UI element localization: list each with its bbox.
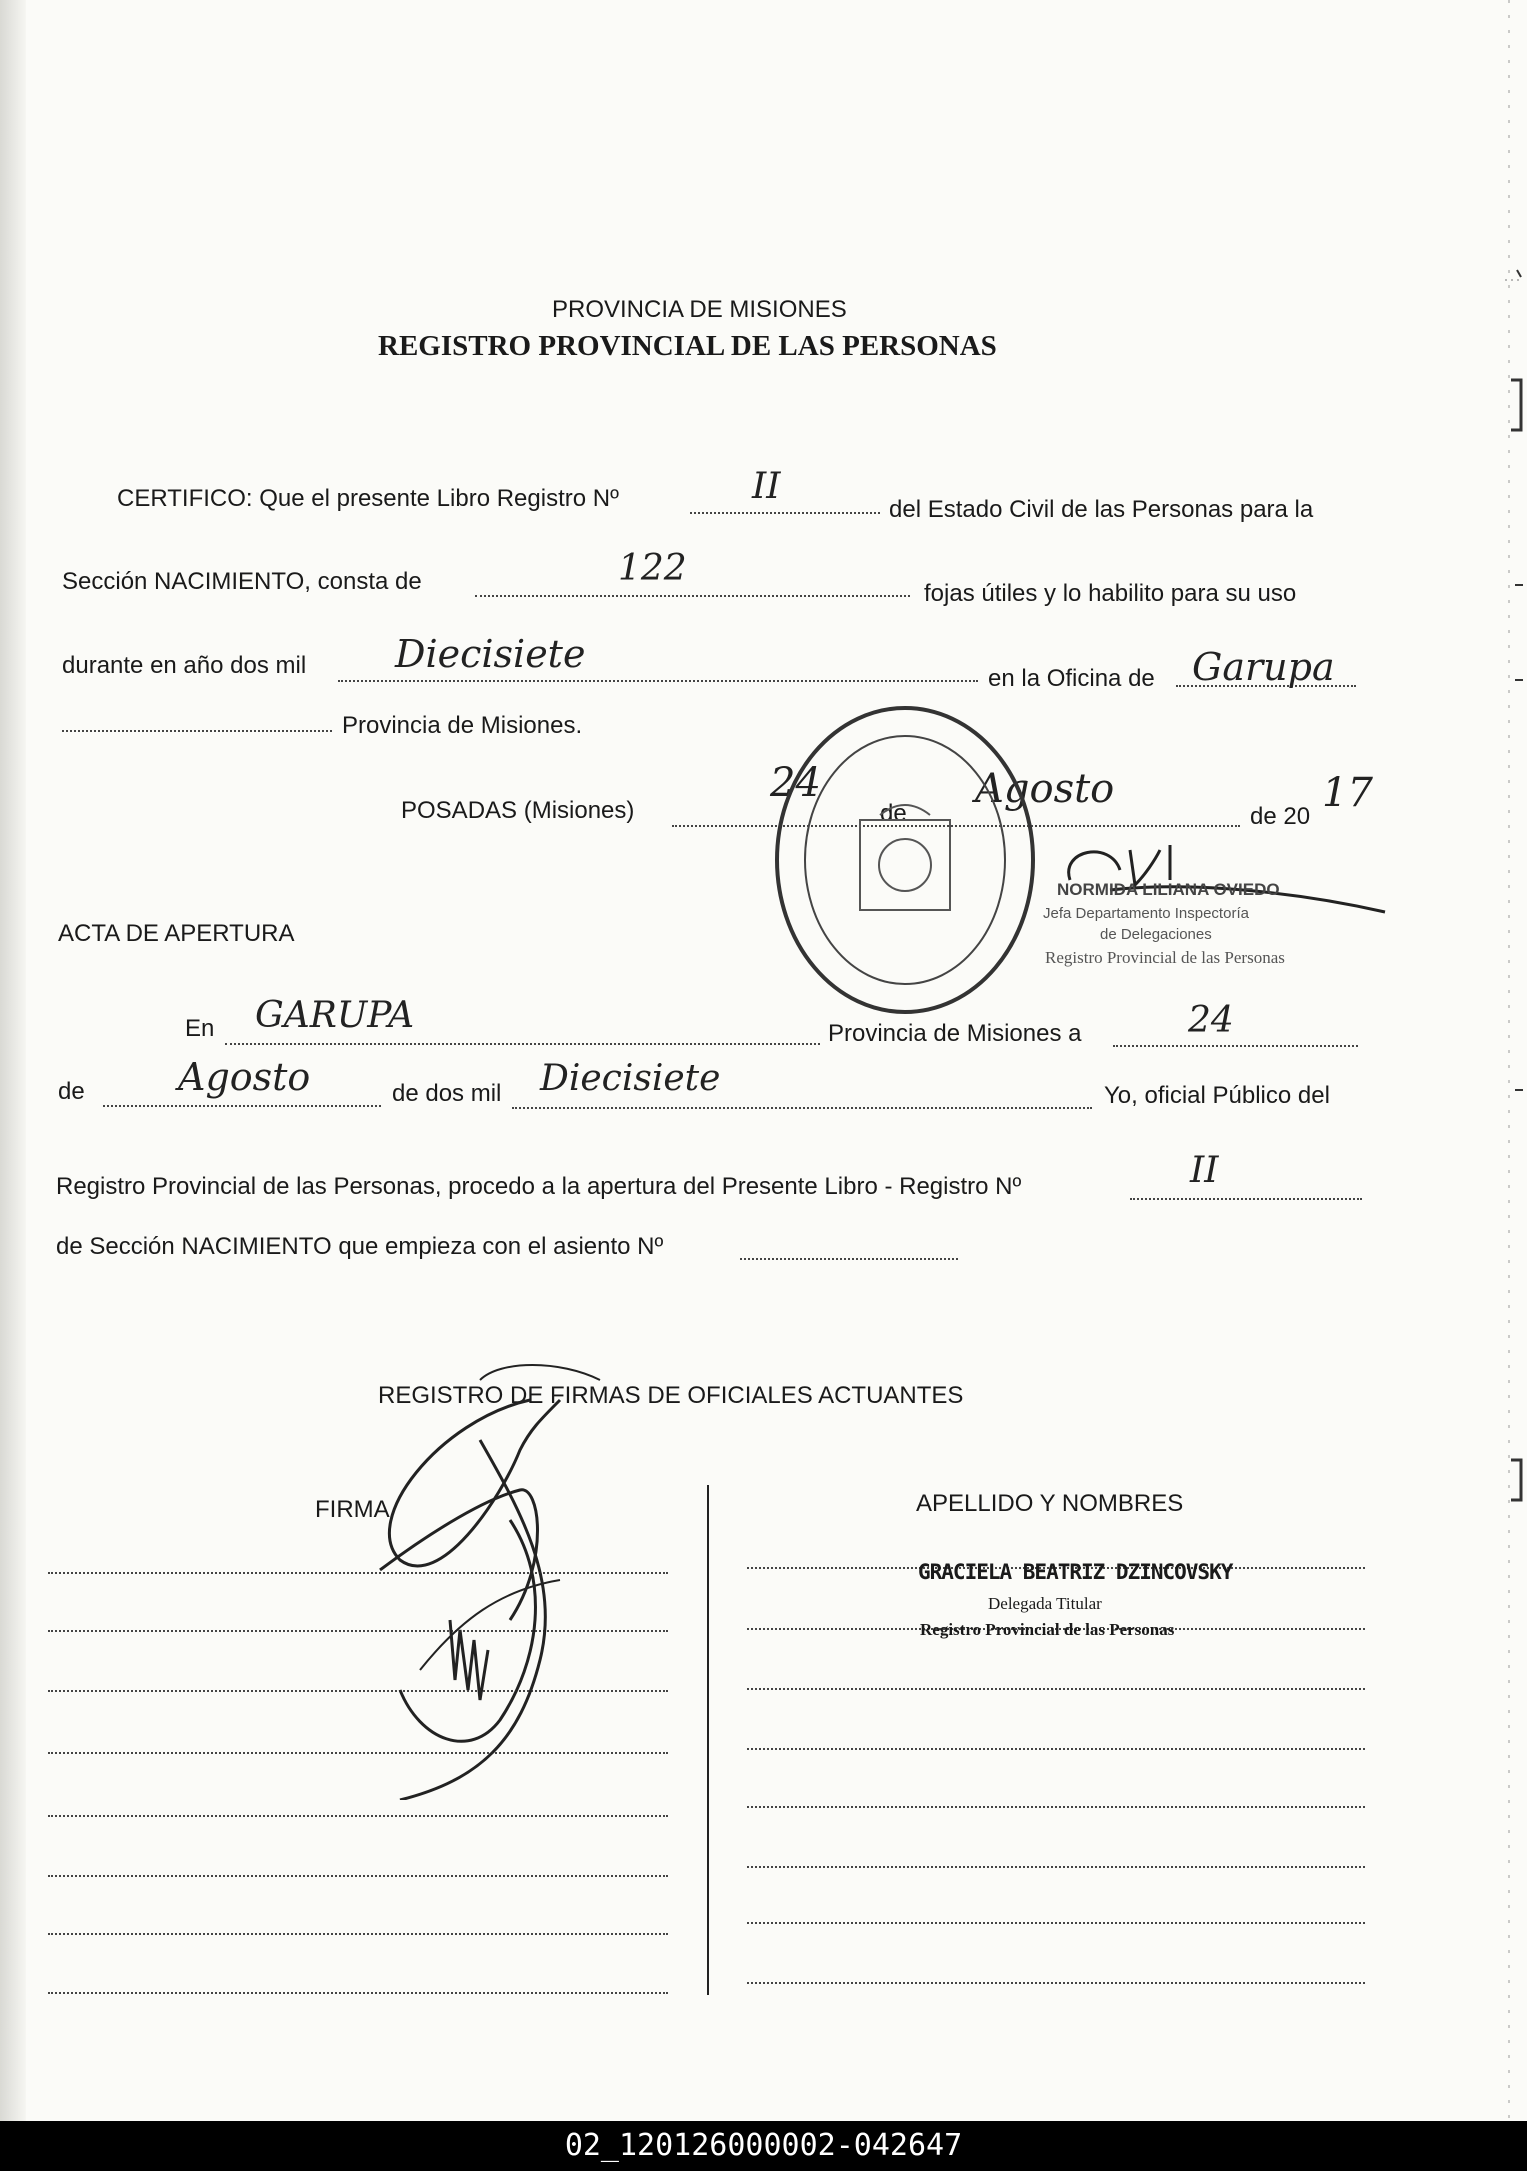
cert-line2-suffix: fojas útiles y lo habilito para su uso (924, 580, 1297, 607)
firma-row-5 (48, 1815, 668, 1817)
seal-emblem (860, 820, 950, 910)
acta-libro-dots (1130, 1198, 1362, 1200)
hand-mes-cert: Agosto (975, 766, 1115, 812)
margin-marks (1497, 0, 1527, 2121)
official-role-stamp1: Delegada Titular (988, 1594, 1102, 1613)
official-name-stamp: GRACIELA BEATRIZ DZINCOVSKY (918, 1560, 1233, 1584)
hand-libro-num: II (752, 466, 781, 507)
acta-lugar-dots (225, 1043, 820, 1045)
acta-line3: Registro Provincial de las Personas, procedo a la apertura del Presente Libro - Registro Nº (56, 1173, 1022, 1200)
cert-fojas-dots (475, 595, 910, 597)
firma-row-7 (48, 1933, 668, 1935)
nombre-row-6 (747, 1866, 1365, 1868)
firmas-title: REGISTRO DE FIRMAS DE OFICIALES ACTUANTES (378, 1382, 964, 1409)
cert-line5-prefix: POSADAS (Misiones) (401, 797, 635, 824)
hand-dia-acta: 24 (1188, 1000, 1234, 1041)
registry-heading: REGISTRO PROVINCIAL DE LAS PERSONAS (378, 330, 997, 362)
official-role-stamp2: Registro Provincial de las Personas (920, 1620, 1175, 1639)
nombre-row-8 (747, 1982, 1365, 1984)
acta-line1-suffix: Provincia de Misiones a (828, 1020, 1082, 1047)
official-signature (360, 1360, 690, 1800)
col-firma-header: FIRMA (315, 1496, 390, 1523)
cert-line3-prefix: durante en año dos mil (62, 652, 307, 679)
hand-anio-cert: 17 (1322, 770, 1373, 816)
province-heading: PROVINCIA DE MISIONES (552, 296, 847, 323)
cert-line1-prefix: CERTIFICO: Que el presente Libro Registro Nº (117, 485, 619, 512)
hand-anio: Diecisiete (395, 632, 586, 676)
acta-line1-prefix: En (185, 1015, 215, 1042)
cert-line4-dots (62, 730, 332, 732)
cert-line5-de: de (880, 800, 907, 827)
acta-title: ACTA DE APERTURA (58, 920, 295, 947)
cert-line3-suffix: en la Oficina de (988, 665, 1155, 692)
page-edge-shadow (0, 0, 26, 2121)
col-nombres-header: APELLIDO Y NOMBRES (916, 1490, 1184, 1517)
hand-oficina: Garupa (1192, 645, 1335, 689)
hand-fojas: 122 (618, 548, 687, 589)
acta-line4: de Sección NACIMIENTO que empieza con el asiento Nº (56, 1233, 664, 1260)
cert-anio-dots (338, 680, 978, 682)
nombre-row-4 (747, 1748, 1365, 1750)
firma-row-8 (48, 1992, 668, 1994)
firma-row-6 (48, 1875, 668, 1877)
cert-libro-dots (690, 512, 880, 514)
acta-asiento-dots (740, 1258, 958, 1260)
hand-anio-acta: Diecisiete (540, 1058, 721, 1099)
cert-line2-prefix: Sección NACIMIENTO, consta de (62, 568, 422, 595)
stamp-official-role3: Registro Provincial de las Personas (1045, 948, 1285, 967)
stamp-official-role1: Jefa Departamento Inspectoría (1043, 905, 1249, 922)
acta-mes-dots (103, 1105, 381, 1107)
nombre-row-7 (747, 1922, 1365, 1924)
acta-line2-prefix: de (58, 1078, 85, 1105)
acta-anio-dots (512, 1107, 1092, 1109)
oval-seal (770, 700, 1040, 1020)
acta-line2-suffix: Yo, oficial Público del (1104, 1082, 1330, 1109)
stamp-official-role2: de Delegaciones (1100, 926, 1212, 943)
cert-line4-suffix: Provincia de Misiones. (342, 712, 583, 739)
nombre-row-3 (747, 1688, 1365, 1690)
hand-mes-acta: Agosto (178, 1055, 311, 1099)
document-code: 02_120126000002-042647 (0, 2121, 1527, 2171)
acta-line2-mid: de dos mil (392, 1080, 502, 1107)
hand-dia-cert: 24 (770, 760, 821, 806)
acta-dia-dots (1113, 1045, 1358, 1047)
cert-line5-year-prefix: de 20 (1250, 803, 1311, 830)
column-divider (707, 1485, 709, 1995)
cert-line1-suffix: del Estado Civil de las Personas para la (889, 496, 1314, 523)
stamp-official-name: NORMIDA LILIANA OVIEDO (1057, 880, 1280, 899)
nombre-row-5 (747, 1806, 1365, 1808)
hand-libro-num-acta: II (1190, 1150, 1219, 1191)
hand-en-lugar: GARUPA (255, 995, 415, 1036)
